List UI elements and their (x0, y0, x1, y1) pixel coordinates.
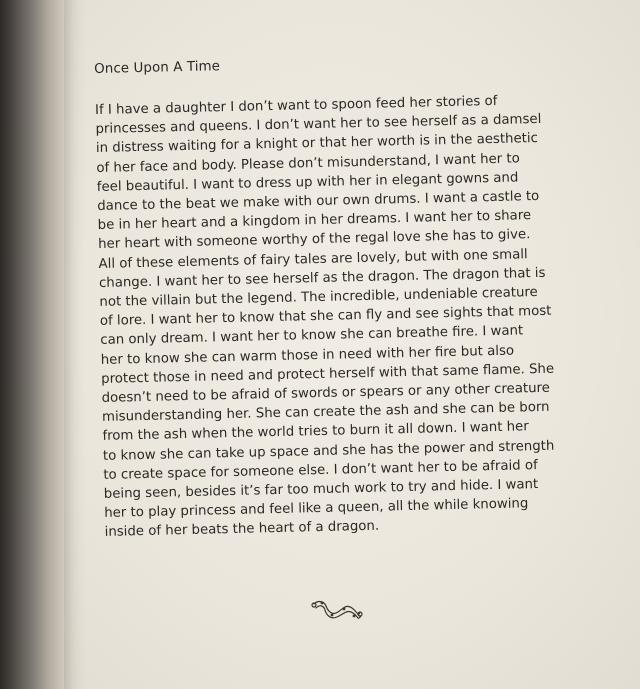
poem-line: being seen, besides it’s far too much work to try and hide. I want (103, 477, 539, 502)
poem-line: to create space for someone else. I don’t want her to be afraid of (103, 457, 538, 483)
swirl-flourish-icon (310, 598, 364, 624)
book-gutter (0, 0, 70, 689)
poem-line: protect those in need and protect herself with that same flame. She (101, 361, 555, 387)
poem-line: her to know she can warm those in need with her fire but also (100, 343, 515, 368)
poem-title: Once Upon A Time (94, 59, 221, 77)
poem-line: her heart with someone worthy of the regal love she has to give. (97, 227, 531, 253)
poem-line: misunderstanding her. She can create the ash and she can be born (101, 400, 550, 426)
poem-line: doesn’t need to be afraid of swords or spears or any other creature (101, 380, 551, 406)
poem-line: princesses and queens. I don’t want her to see herself as a damsel (95, 112, 542, 138)
poem-line: dance to the beat we make with our own drums. I want a castle to (97, 188, 540, 214)
poem-line: inside of her beats the heart of a dragon. (104, 519, 380, 541)
poem-line: All of these elements of fairy tales are lovely, but with one small (98, 246, 528, 272)
poem-line: can only dream. I want her to know she can breathe fire. I want (100, 323, 524, 349)
poem-line: to know she can take up space and she has the power and strength (102, 438, 555, 464)
poem-line: If I have a daughter I don’t want to spoon feed her stories of (94, 93, 498, 118)
poem-line: of her face and body. Please don’t misunderstand, I want her to (96, 150, 520, 176)
poem-block (94, 51, 575, 542)
poem-line: of lore. I want her to know that she can fly and see sights that most (99, 303, 552, 330)
poem-line: not the villain but the legend. The incredible, undeniable creature (99, 285, 538, 310)
poem-line: from the ash when the world tries to burn it all down. I want her (102, 419, 529, 445)
poem-line: be in her heart and a kingdom in her dreams. I want her to share (97, 208, 532, 234)
poem-body (95, 90, 575, 542)
poem-line: her to play princess and feel like a queen, all the while knowing (104, 496, 529, 522)
poem-line: change. I want her to see herself as the dragon. The dragon that is (98, 265, 546, 291)
poem-line: feel beautiful. I want to dress up with her in elegant gowns and (96, 170, 519, 195)
poem-line: in distress waiting for a knight or that her worth is in the aesthetic (95, 131, 539, 157)
